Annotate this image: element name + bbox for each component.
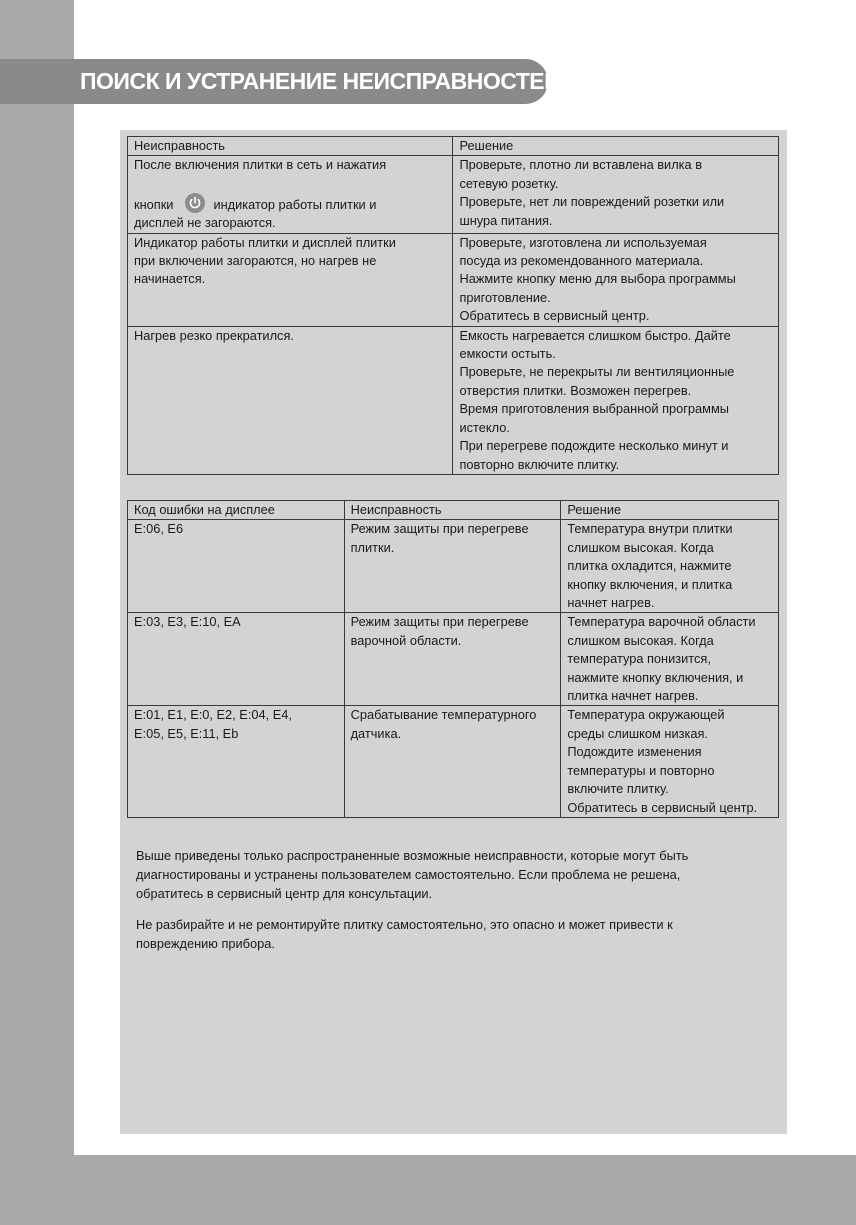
solution-line: повторно включите плитку. [459,456,620,472]
solution-line: Проверьте, изготовлена ли используемая [459,234,707,250]
problem-line: Режим защиты при перегреве [350,521,529,537]
solution-line: емкости остыть. [459,346,556,362]
solution-line: посуда из рекомендованного материала. [459,253,704,269]
solution-line: Обратитесь в сервисный центр. [459,308,650,324]
bottom-decorative-bar [0,1155,856,1225]
solution-line: Емкость нагревается слишком быстро. Дайте [459,327,731,343]
table-row [128,706,779,817]
solution-line: слишком высокая. Когда [567,539,714,555]
solution-line: Проверьте, нет ли повреждений розетки или [459,194,725,210]
solution-line: Проверьте, плотно ли вставлена вилка в [459,157,703,173]
solution-line: Подождите изменения [567,744,702,760]
solution-line: Обратитесь в сервисный центр. [567,799,758,815]
note-line: Не разбирайте и не ремонтируйте плитку самостоятельно, это опасно и может привести к [136,917,673,932]
solution-line: истекло. [459,419,510,435]
problem-cell [344,613,561,706]
problem-line: варочной области. [350,632,462,648]
problem-line: Нагрев резко прекратился. [134,327,294,343]
problem-line: при включении загораются, но нагрев не [134,253,377,269]
problem-cell [128,326,453,474]
note-line: диагностированы и устранены пользователем самостоятельно. Если проблема не решена, [136,867,681,882]
solution-line: начнет нагрев. [567,595,655,611]
problem-line: Индикатор работы плитки и дисплей плитки [134,234,396,250]
header-error-code: Код ошибки на дисплее [128,501,345,520]
problem-line: плитки. [350,539,395,555]
solution-cell [453,156,779,233]
table-header-row [128,137,779,156]
troubleshooting-table [127,136,779,475]
header-problem: Неисправность [344,501,561,520]
problem-line: дисплей не загораются. [134,215,276,231]
error-codes-table [127,500,779,818]
solution-cell [561,613,779,706]
error-code-cell [128,613,345,706]
solution-line: шнура питания. [459,212,553,228]
solution-line: приготовление. [459,289,551,305]
note-paragraph [136,846,756,903]
problem-after: индикатор работы плитки и [213,196,377,212]
solution-line: среды слишком низкая. [567,725,708,741]
problem-cell [128,233,453,326]
problem-line: датчика. [350,725,402,741]
solution-line: Проверьте, не перекрыты ли вентиляционные [459,364,735,380]
solution-cell [561,706,779,817]
error-code-line: E:05, E5, E:11, Eb [134,725,239,741]
solution-line: включите плитку. [567,781,669,797]
table-row [128,326,779,474]
problem-cell [344,520,561,613]
table-header-row [128,501,779,520]
solution-line: При перегреве подождите несколько минут и [459,438,729,454]
solution-line: Температура варочной области [567,614,756,630]
solution-line: плитка начнет нагрев. [567,688,699,704]
problem-line: начинается. [134,271,206,287]
table-row [128,520,779,613]
table-row [128,613,779,706]
header-problem: Неисправность [128,137,453,156]
problem-line: Срабатывание температурного [350,707,537,723]
header-solution: Решение [561,501,779,520]
problem-line: Режим защиты при перегреве [350,614,529,630]
error-code-line: E:01, E1, E:0, E2, E:04, E4, [134,707,292,723]
power-button-icon [185,193,205,213]
problem-cell [344,706,561,817]
solution-cell [453,233,779,326]
note-line: повреждению прибора. [136,936,275,951]
problem-word: кнопки [134,196,174,212]
note-line: обратитесь в сервисный центр для консультации. [136,886,433,901]
page-title: ПОИСК И УСТРАНЕНИЕ НЕИСПРАВНОСТЕЙ [80,68,561,94]
table-row [128,156,779,233]
header-solution: Решение [453,137,779,156]
solution-line: сетевую розетку. [459,175,559,191]
solution-line: Температура внутри плитки [567,521,733,537]
left-decorative-bar [0,0,74,1225]
solution-line: плитка охладится, нажмите [567,558,732,574]
solution-cell [453,326,779,474]
solution-line: Температура окружающей [567,707,725,723]
solution-line: слишком высокая. Когда [567,632,714,648]
solution-line: Время приготовления выбранной программы [459,401,729,417]
solution-line: температуры и повторно [567,762,715,778]
table-row [128,233,779,326]
error-code-cell [128,520,345,613]
problem-line: После включения плитки в сеть и нажатия [134,157,387,173]
solution-line: отверстия плитки. Возможен перегрев. [459,382,692,398]
note-line: Выше приведены только распространенные возможные неисправности, которые могут быть [136,848,689,863]
solution-cell [561,520,779,613]
solution-line: Нажмите кнопку меню для выбора программы [459,271,736,287]
solution-line: нажмите кнопку включения, и [567,669,744,685]
error-code-cell [128,706,345,817]
warning-paragraph [136,915,756,953]
error-code-line: E:03, E3, E:10, EA [134,614,241,630]
problem-cell [128,156,453,233]
error-code-line: E:06, E6 [134,521,184,537]
solution-line: кнопку включения, и плитка [567,576,733,592]
solution-line: температура понизится, [567,651,711,667]
